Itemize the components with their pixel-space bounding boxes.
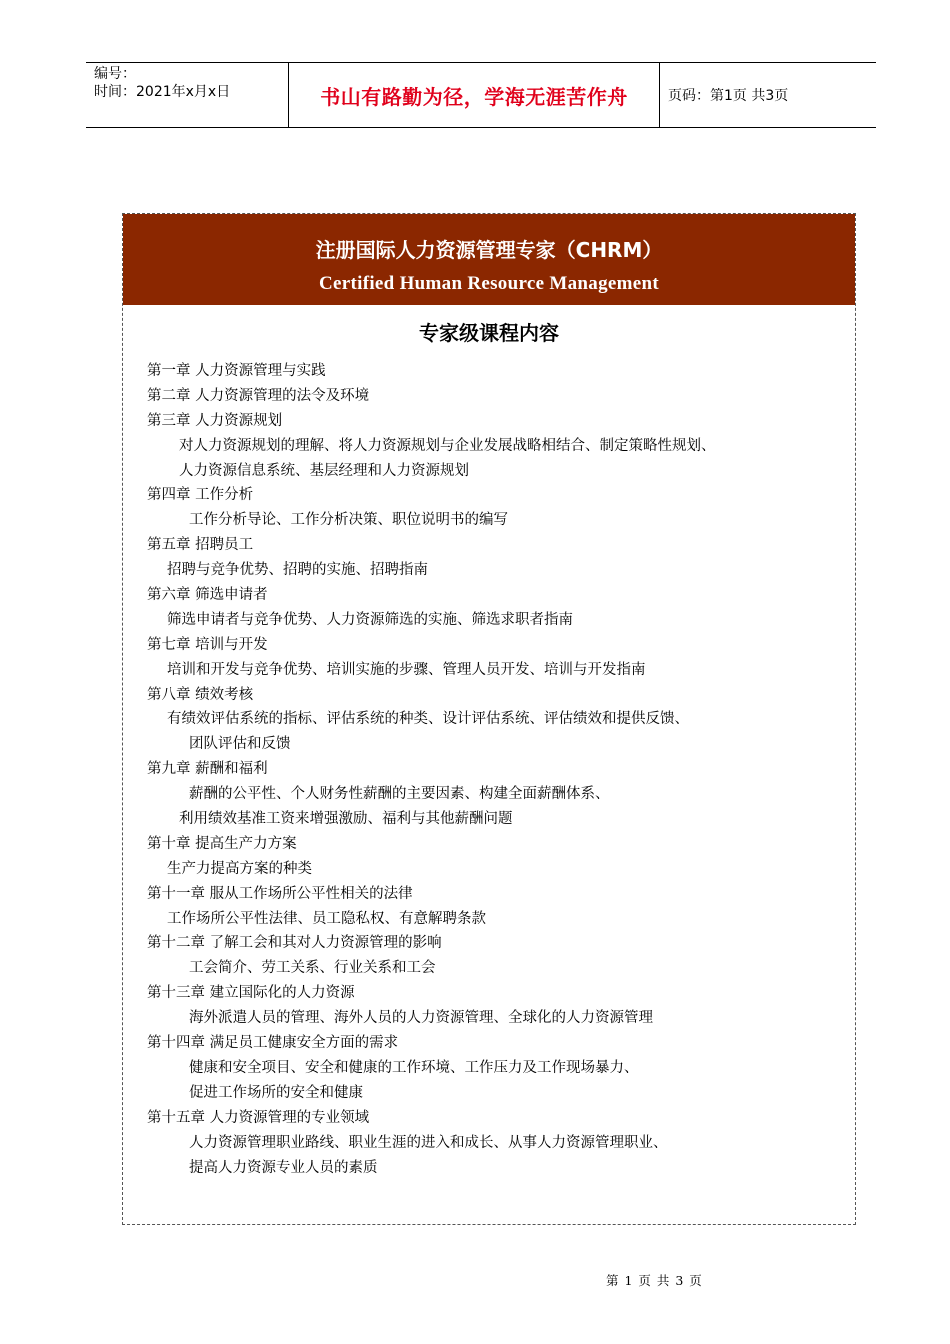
chapter-heading: 第十四章 满足员工健康安全方面的需求	[147, 1035, 399, 1052]
course-outline	[147, 359, 837, 1180]
chapter-heading: 第十章 提高生产力方案	[147, 835, 297, 852]
chapter-heading: 第二章 人力资源管理的法令及环境	[147, 387, 370, 404]
chapter-topics: 提高人力资源专业人员的素质	[189, 1159, 378, 1176]
header-meta	[86, 63, 288, 127]
chapter-topics: 团队评估和反馈	[189, 736, 291, 753]
chapter-heading: 第一章 人力资源管理与实践	[147, 363, 326, 379]
chapter-topics: 有绩效评估系统的指标、评估系统的种类、设计评估系统、评估绩效和提供反馈、	[167, 711, 689, 728]
course-title: 注册国际人力资源管理专家（CHRM）	[315, 238, 663, 262]
document-date: 时间：2021年x月x日	[94, 84, 231, 100]
header-page-info: 页码：第1页 共3页	[668, 88, 789, 104]
chapter-heading: 第十三章 建立国际化的人力资源	[147, 985, 355, 1002]
chapter-heading: 第八章 绩效考核	[147, 686, 254, 703]
chapter-heading: 第三章 人力资源规划	[147, 412, 283, 429]
chapter-heading: 第六章 筛选申请者	[147, 587, 268, 604]
chapter-topics: 人力资源管理职业路线、职业生涯的进入和成长、从事人力资源管理职业、	[189, 1134, 668, 1151]
document-number-label: 编号：	[94, 66, 136, 82]
chapter-heading: 第七章 培训与开发	[147, 636, 268, 653]
chapter-heading: 第十五章 人力资源管理的专业领域	[147, 1109, 370, 1126]
chapter-topics: 工会简介、劳工关系、行业关系和工会	[189, 960, 436, 977]
chapter-topics: 对人力资源规划的理解、将人力资源规划与企业发展战略相结合、制定策略性规划、	[179, 437, 716, 454]
chapter-topics: 工作场所公平性法律、员工隐私权、有意解聘条款	[167, 910, 486, 927]
chapter-heading: 第四章 工作分析	[147, 487, 254, 504]
section-title: 专家级课程内容	[419, 321, 559, 345]
page-header	[86, 62, 876, 128]
course-subtitle: Certified Human Resource Management	[319, 273, 659, 294]
chapter-topics: 利用绩效基准工资来增强激励、福利与其他薪酬问题	[179, 811, 513, 828]
chapter-heading: 第十二章 了解工会和其对人力资源管理的影响	[147, 935, 442, 952]
chapter-topics: 培训和开发与竞争优势、培训实施的步骤、管理人员开发、培训与开发指南	[167, 661, 646, 678]
course-box	[122, 213, 856, 1225]
chapter-topics: 海外派遣人员的管理、海外人员的人力资源管理、全球化的人力资源管理	[189, 1010, 653, 1027]
chapter-heading: 第五章 招聘员工	[147, 537, 254, 554]
page-footer: 第 1 页 共 3 页	[606, 1273, 703, 1288]
course-banner	[123, 214, 855, 305]
chapter-topics: 筛选申请者与竞争优势、人力资源筛选的实施、筛选求职者指南	[167, 611, 573, 628]
chapter-topics: 生产力提高方案的种类	[167, 860, 312, 877]
header-motto: 书山有路勤为径，学海无涯苦作舟	[288, 63, 660, 127]
chapter-heading: 第十一章 服从工作场所公平性相关的法律	[147, 885, 413, 902]
chapter-topics: 健康和安全项目、安全和健康的工作环境、工作压力及工作现场暴力、	[189, 1059, 639, 1076]
chapter-topics: 薪酬的公平性、个人财务性薪酬的主要因素、构建全面薪酬体系、	[189, 786, 610, 803]
chapter-topics: 招聘与竞争优势、招聘的实施、招聘指南	[167, 562, 428, 579]
chapter-heading: 第九章 薪酬和福利	[147, 761, 268, 778]
chapter-topics: 工作分析导论、工作分析决策、职位说明书的编写	[189, 512, 508, 529]
chapter-topics: 促进工作场所的安全和健康	[189, 1084, 363, 1101]
chapter-topics: 人力资源信息系统、基层经理和人力资源规划	[179, 462, 469, 479]
